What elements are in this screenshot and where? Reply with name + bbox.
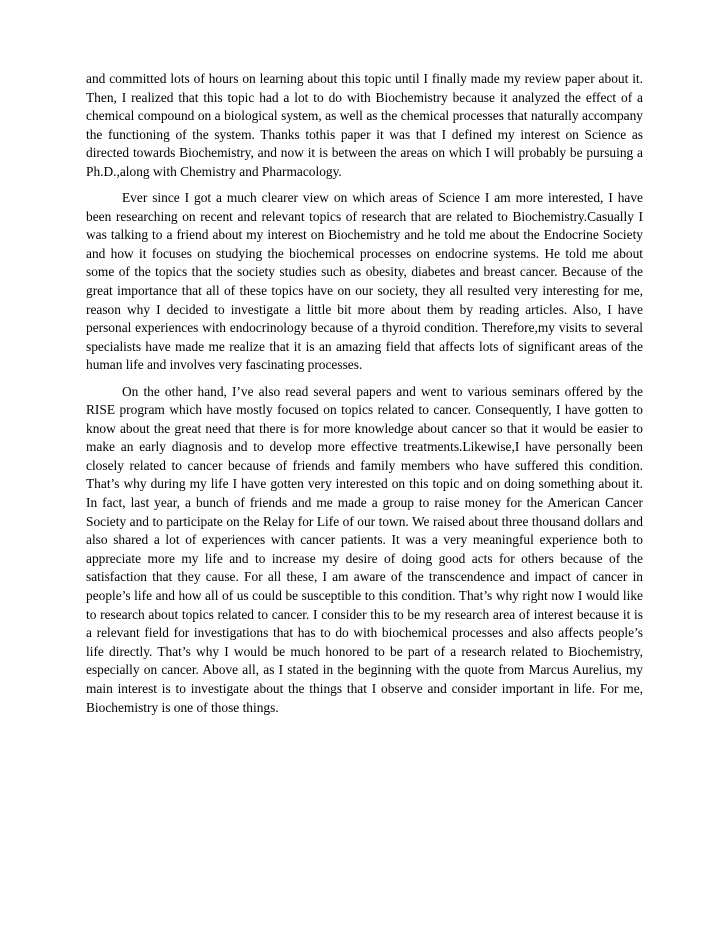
essay-body — [86, 70, 643, 725]
paragraph-cancer-research: On the other hand, I’ve also read several papers and went to various seminars offered by the RISE program which have mostly focused on topics related to cancer. Consequently, I have gotten to know about the great need that there is for more knowledge about cancer so that it would be easier to make an early diagnosis and to develop more effective treatments.Likewise,I have personally been closely related to cancer because of friends and family members who have suffered this condition. That’s why during my life I have gotten very interested on this topic and on doing something about it. In fact, last year, a bunch of friends and me made a group to raise money for the American Cancer Society and to participate on the Relay for Life of our town. We raised about three thousand dollars and also shared a lot of experiences with cancer patients. It was a very meaningful experience both to appreciate more my life and to increase my desire of doing good acts for others because of the satisfaction that they cause. For all these, I am aware of the transcendence and impact of cancer in people’s life and how all of us could be susceptible to this condition. That’s why right now I would like to research about topics related to cancer. I consider this to be my research area of interest because it is a relevant field for investigations that has to do with biochemical processes and also affects people’s life directly. That’s why I would be much honored to be part of a research related to Biochemistry, especially on cancer. Above all, as I stated in the beginning with the quote from Marcus Aurelius, my main interest is to investigate about the things that I observe and consider important in life. For me, Biochemistry is one of those things. — [86, 383, 643, 715]
paragraph-endocrinology: Ever since I got a much clearer view on which areas of Science I am more interested, I have been researching on recent and relevant topics of research that are related to Biochemistry.Casually I was talking to a friend about my interest on Biochemistry and he told me about the Endocrine Society and how it focuses on studying the biochemical processes on endocrine systems. He told me about some of the topics that the society studies such as obesity, diabetes and breast cancer. Because of the great importance that all of these topics have on our society, they all resulted very interesting for me, reason why I decided to investigate a little bit more about them by reading articles. Also, I have personal experiences with endocrinology because of a thyroid condition. Therefore,my visits to several specialists have made me realize that it is an amazing field that affects lots of significant areas of the human life and involves very fascinating processes. — [86, 190, 643, 373]
paragraph-continued: and committed lots of hours on learning about this topic until I finally made my review paper about it. Then, I realized that this topic had a lot to do with Biochemistry because it analyzed the effect of a chemical compound on a biological system, as well as the chemical processes that naturally accompany the functioning of the system. Thanks tothis paper it was that I defined my interest on Science as directed towards Biochemistry, and now it is between the areas on which I will probably be pursuing a Ph.D.,along with Chemistry and Pharmacology. — [86, 71, 643, 179]
